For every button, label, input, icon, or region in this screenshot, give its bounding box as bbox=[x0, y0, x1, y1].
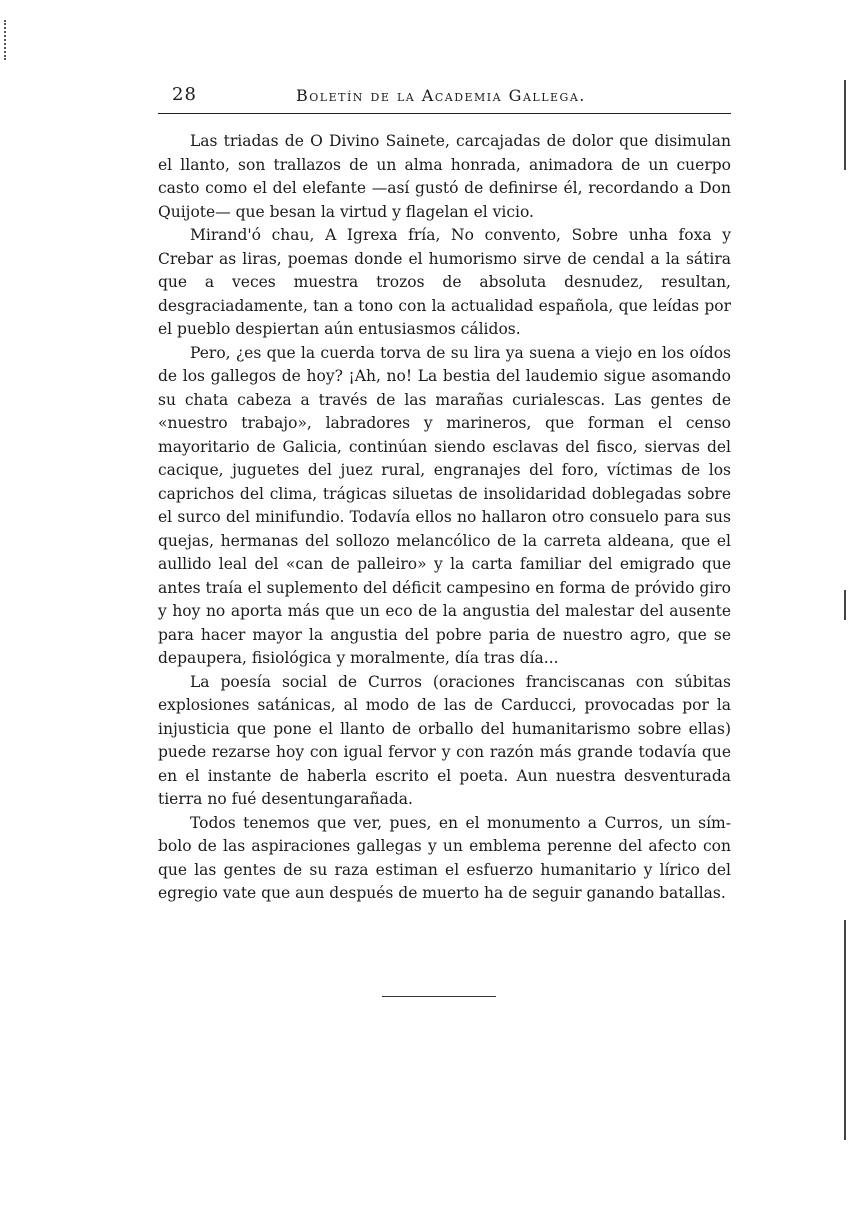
paragraph: La poesía social de Curros (oraciones franciscanas con súbitas explosiones satánicas, al modo de las de Carducci, provocadas por la injusticia que pone el llanto de orballo del humanitarismo sobre ellas) puede rezarse hoy con igual fervor y con razón más grande todavía que en el instante de haberla escrito el poeta. Aun nuestra desventurada tierra no fué desentungarañada. bbox=[158, 672, 731, 808]
running-head: Boletín de la Academia Gallega. bbox=[296, 86, 586, 105]
scan-edge-mark bbox=[844, 80, 846, 170]
page-number: 28 bbox=[172, 84, 197, 105]
paragraph: Todos tenemos que ver, pues, en el monumento a Curros, un símbolo de las aspiraciones gallegas y un emblema perenne del afecto con que las gentes de su raza estiman el esfuerzo humanitario y lírico del egregio vate que aun después de muerto ha de seguir ganando batallas. bbox=[158, 813, 731, 902]
closing-rule bbox=[382, 996, 496, 997]
paragraph: Mirand'ó chau, A Igrexa fría, No convento, Sobre unha foxa y Crebar as liras, poemas donde el humorismo sirve de cendal a la sátira que a veces muestra trozos de absoluta desnudez, resultan, desgraciadamente, tan a tono con la actualidad española, que leídas por el pueblo despiertan aún entusiasmos cálidos. bbox=[158, 226, 731, 338]
paragraph: Las triadas de O Divino Sainete, carcajadas de dolor que disimulan el llanto, son trallazos de un alma honrada, animadora de un cuerpo casto como el del elefante —así gustó de definirse él, recordando a Don Quijote— que besan la virtud y flagelan el vicio. bbox=[158, 132, 731, 221]
paragraph: Pero, ¿es que la cuerda torva de su lira ya suena a viejo en los oídos de los gallegos de hoy? ¡Ah, no! La bestia del laudemio sigue asomando su chata cabeza a través de las marañas curialescas. Las gentes de «nuestro trabajo», labradores y marineros, que forman el censo mayoritario de Galicia, continúan siendo esclavas del fisco, siervas del cacique, juguetes del juez rural, engranajes del foro, víctimas de los caprichos del clima, trágicas siluetas de insolidaridad doblegadas sobre el surco del minifundio. Todavía ellos no hallaron otro consuelo para sus quejas, hermanas del sollozo melancólico de la carreta aldeana, que el aullido leal del «can de palleiro» y la carta familiar del emigrado que antes traía el suplemento del déficit campesino en forma de próvido giro y hoy no aporta más que un eco de la angustia del malestar del ausente para hacer mayor la angustia del pobre paria de nuestro agro, que se depaupera, fisiológica y moralmente, día tras día... bbox=[158, 343, 731, 667]
header-rule bbox=[158, 113, 731, 114]
body-text bbox=[158, 130, 731, 906]
margin-dots bbox=[4, 20, 9, 60]
scan-edge-mark bbox=[844, 920, 846, 1140]
scan-edge-mark bbox=[844, 590, 846, 620]
